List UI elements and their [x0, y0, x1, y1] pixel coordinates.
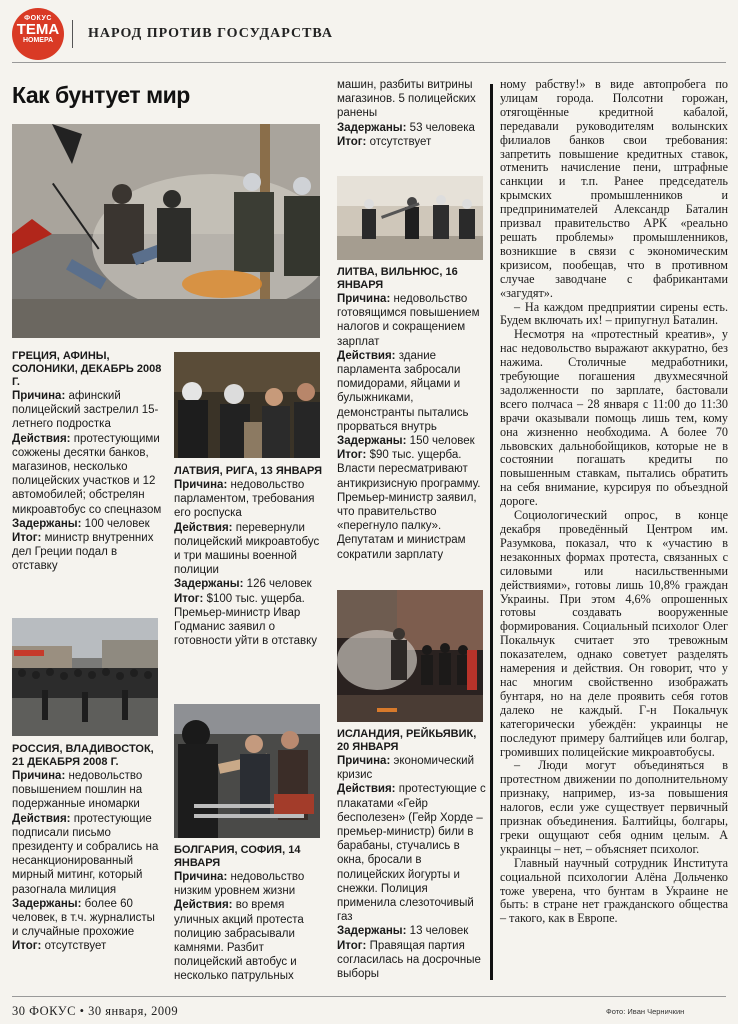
iceland-detained-label: Задержаны:: [337, 925, 407, 938]
photo-greece: [12, 124, 320, 338]
latvia-actions-label: Действия:: [174, 521, 233, 534]
header-divider: [72, 20, 73, 48]
article-paragraph: Главный научный сотрудник Института социальной психологии Алёна Дольченко тоже уверена, что бунтам в Украине не быть: в стране нет гражданского общества – такого, как в Европе.: [500, 855, 728, 926]
bulgaria-result-label: Итог:: [337, 135, 367, 148]
lithuania-actions-label: Действия:: [337, 349, 396, 362]
badge-main-label: ТЕМА: [16, 21, 60, 38]
iceland-actions-label: Действия:: [337, 783, 396, 796]
lithuania-detained-label: Задержаны:: [337, 435, 407, 448]
greece-result-label: Итог:: [12, 532, 42, 545]
greece-reason: афинский полицейский застрелил 15-летнего подростка: [12, 390, 159, 431]
latvia-block: [174, 465, 322, 648]
photo-bulgaria: [174, 704, 320, 838]
latvia-actions: перевернули полицейский микроавтобус и три машины военной полиции: [174, 521, 320, 577]
page-title: Как бунтует мир: [12, 82, 190, 108]
greece-actions: протестующими сожжены десятки банков, магазинов, несколько полицейских участков и 12 автомобилей; обстрелян микроавтобус со спецназом: [12, 432, 162, 516]
lithuania-reason-label: Причина:: [337, 293, 391, 305]
article-paragraph: ному рабству!» в виде автопробега по улицам города. Полсотни горожан, отягощённые кредитной кабалой, передавали руководителям волынских филиалов банков свои требования: запретить повышение кредитных ставок, отменить начисление пени, штрафные санкции и т.п. Ранее председатель крымских промышленников и предпринимателей Александр Баталин призвал правительство АРК «реально решать проблемы» промышленников, возникшие в связи с экономическим кризисом, пообещав, что в противном случае заводчане с фабрикантами «загудят».: [500, 77, 728, 300]
photo-iceland: [337, 590, 483, 722]
photo-credit: Фото: Иван Черничкин: [606, 1007, 685, 1016]
photo-latvia: [174, 352, 320, 458]
russia-reason: недовольство повышением пошлин на подержанные иномарки: [12, 770, 143, 811]
lithuania-reason: недовольство готовящимся повышением налогов и сокращением зарплат: [337, 293, 480, 348]
page-footer: 30 ФОКУС • 30 января, 2009: [12, 1004, 179, 1018]
bulgaria-actions: во время уличных акций протеста полицию забрасывали камнями. Разбит полицейский автобус и несколько патрульных: [174, 899, 304, 983]
photo-russia: [12, 618, 158, 736]
russia-reason-label: Причина:: [12, 770, 66, 782]
iceland-detained: 13 человек: [409, 925, 469, 938]
section-badge: [12, 8, 64, 60]
latvia-caption: ЛАТВИЯ, РИГА, 13 ЯНВАРЯ: [174, 465, 322, 477]
lithuania-caption: ЛИТВА, ВИЛЬНЮС, 16 ЯНВАРЯ: [337, 266, 458, 291]
article-paragraph: Несмотря на «протестный креатив», у нас недовольство выражают аккуратно, без нажима. Столичные медработники, требующие погашения двухмесячной задолженности по зарплате, бастовали всего полчаса – 28 января с 11:00 до 11:30 врачи оказывали помощь лишь тем, кому она жизненно необходима. А более 70 львовских дальнобойщиков, которые не в состоянии погашать кредиты по повышенным ставкам, пытались обратить на себя внимание, курсируя по объездной дороге.: [500, 327, 728, 509]
bulgaria-actions-label: Действия:: [174, 899, 233, 912]
greece-detained: 100 человек: [84, 517, 150, 530]
greece-result: министр внутренних дел Греции подал в отставку: [12, 532, 154, 573]
russia-result-label: Итог:: [12, 940, 42, 953]
latvia-reason: недовольство парламентом, требования его роспуска: [174, 479, 315, 520]
article-paragraph: Социологический опрос, в конце декабря проведённый Центром им. Разумкова, показал, что к «участию в незаконных формах протеста, связанных с силовыми или насильственными действиями», готовы лишь 10,8% граждан Украины. При этом 4,6% опрошенных готовы создавать вооруженные формирования. Социальный психолог Олег Покальчук считает это тревожным показателем, однако советует разделять намерения и действия. Он говорит, что у нас многим свойственно изображать бунтаря, но на деле проявить себя готов далеко не каждый. Г-н Покальчук категорически убеждён: украинцы не последуют примеру балтийцев или болгар, громивших полицейские микроавтобусы.: [500, 508, 728, 759]
greece-block: [12, 350, 162, 574]
badge-bottom-label: НОМЕРА: [22, 37, 54, 44]
lithuania-detained: 150 человек: [409, 435, 475, 448]
header-rule: [12, 62, 726, 63]
section-title: НАРОД ПРОТИВ ГОСУДАРСТВА: [88, 26, 333, 41]
bulgaria-cont-block: [337, 78, 487, 149]
lithuania-actions: здание парламента забросали помидорами, яйцами и булыжниками, демонстранты пытались прорваться внутрь: [337, 349, 469, 433]
lithuania-result: $90 тыс. ущерба. Власти пересматривают антикризисную программу. Премьер-министр заявил, что правительство «перегнуло палку». Депутатам и министрам сократили зарплату: [337, 449, 481, 561]
latvia-result: $100 тыс. ущерба. Премьер-министр Ивар Годманис заявил о готовности уйти в отставку: [174, 592, 318, 648]
iceland-result-label: Итог:: [337, 939, 367, 952]
badge-top-label: ФОКУС: [24, 15, 52, 22]
bulgaria-result: отсутствует: [369, 135, 432, 148]
iceland-reason-label: Причина:: [337, 755, 391, 767]
footer-rule: [12, 996, 726, 997]
iceland-caption: ИСЛАНДИЯ, РЕЙКЬЯВИК, 20 ЯНВАРЯ: [337, 728, 477, 753]
latvia-result-label: Итог:: [174, 592, 204, 605]
bulgaria-caption: БОЛГАРИЯ, СОФИЯ, 14 ЯНВАРЯ: [174, 844, 301, 869]
bulgaria-actions-cont: машин, разбиты витрины магазинов. 5 полицейских ранены: [337, 79, 476, 120]
latvia-reason-label: Причина:: [174, 479, 228, 491]
russia-actions-label: Действия:: [12, 812, 71, 825]
bulgaria-block: [174, 844, 320, 984]
bulgaria-reason: недовольство низким уровнем жизни: [174, 871, 305, 898]
greece-reason-label: Причина:: [12, 390, 66, 402]
article-paragraph: – Люди могут объединяться в протестном движении по дополнительному признаку, например, из-за повышения налогов, если уже существует первичный признак объединения. Балтийцы, болгары, греки ощущают себя одним целым. А украинцы – нет, – объясняет психолог.: [500, 758, 728, 856]
russia-result: отсутствует: [44, 940, 107, 953]
russia-detained-label: Задержаны:: [12, 897, 82, 910]
bulgaria-detained-label: Задержаны:: [337, 121, 407, 134]
russia-block: [12, 743, 160, 954]
article-paragraph: – На каждом предприятии сирены есть. Будем включать их! – припугнул Баталин.: [500, 299, 728, 328]
russia-actions: протестующие подписали письмо президенту и собрались на несанкционированный мирный митинг, который разогнала милиция: [12, 812, 159, 896]
column-rule: [490, 84, 493, 980]
article-body: [500, 78, 728, 926]
russia-caption: РОССИЯ, ВЛАДИВОСТОК, 21 ДЕКАБРЯ 2008 Г.: [12, 743, 154, 768]
iceland-reason: экономический кризис: [337, 755, 475, 782]
lithuania-block: [337, 266, 487, 562]
latvia-detained: 126 человек: [246, 578, 312, 591]
greece-actions-label: Действия:: [12, 432, 71, 445]
bulgaria-detained: 53 человека: [409, 121, 475, 134]
greece-caption: ГРЕЦИЯ, АФИНЫ, СОЛОНИКИ, ДЕКАБРЬ 2008 Г.: [12, 350, 162, 388]
iceland-block: [337, 728, 487, 981]
bulgaria-reason-label: Причина:: [174, 871, 228, 883]
greece-detained-label: Задержаны:: [12, 517, 82, 530]
iceland-actions: протестующие с плакатами «Гейр бесполезен» (Гейр Хорде – премьер-министр) били в барабаны, стучались в окна, бросали в полицейских йогурты и снежки. Полиция применила слезоточивый газ: [337, 783, 486, 924]
russia-detained: более 60 человек, в т.ч. журналисты и случайные прохожие: [12, 897, 155, 939]
latvia-detained-label: Задержаны:: [174, 578, 244, 591]
iceland-result: Правящая партия согласилась на досрочные выборы: [337, 939, 481, 981]
lithuania-result-label: Итог:: [337, 449, 367, 462]
photo-lithuania: [337, 176, 483, 260]
